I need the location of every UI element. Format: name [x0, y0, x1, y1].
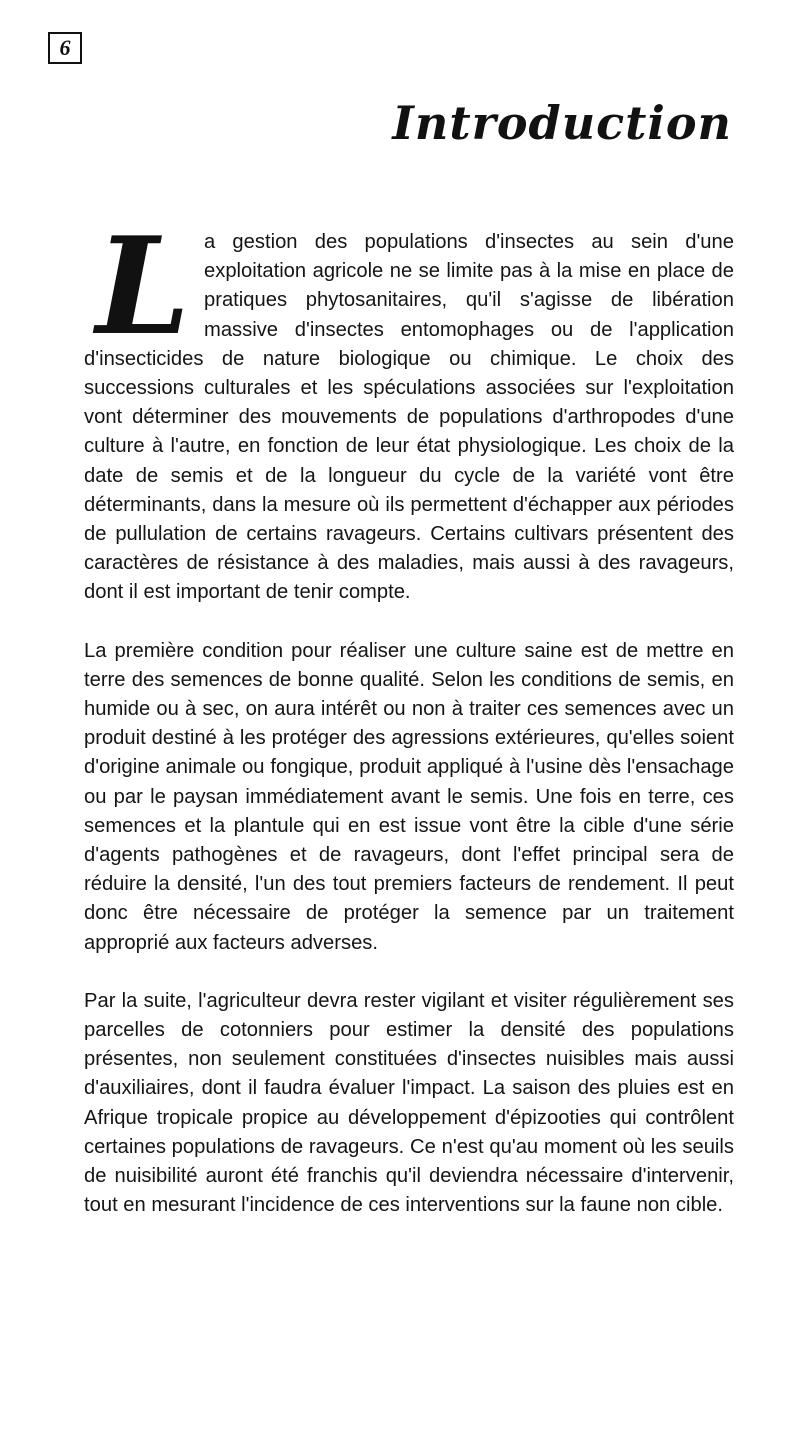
drop-cap-initial: L	[95, 207, 191, 365]
chapter-title: Introduction	[392, 96, 732, 150]
paragraph-2: La première condition pour réaliser une culture saine est de mettre en terre des semences de bonne qualité. Selon les conditions de semis, en humide ou à sec, on aura intérêt ou non à traiter ces semences avec un produit destiné à les protéger des agressions extérieures, qu'elles soient d'origine animale ou fongique, produit appliqué à l'usine dès l'ensachage ou par le paysan immédiatement avant le semis. Une fois en terre, ces semences et la plantule qui en est issue vont être la cible d'une série d'agents pathogènes et de ravageurs, dont l'effet principal sera de réduire la densité, l'un des tout premiers facteurs de rendement. Il peut donc être nécessaire de protéger la semence par un traitement approprié aux facteurs adverses.	[84, 639, 734, 954]
paragraph-1	[84, 207, 734, 608]
paragraph-1-text: a gestion des populations d'insectes au sein d'une exploitation agricole ne se limite pas à la mise en place de pratiques phytosanitaires, qu'il s'agisse de libération massive d'insectes entomophages ou de l'application d'insecticides de nature biologique ou chimique. Le choix des successions culturales et les spéculations associées sur l'exploitation vont déterminer des mouvements de populations d'arthropodes d'une culture à l'autre, en fonction de leur état physiologique. Les choix de la date de semis et de la longueur du cycle de la variété vont être déterminants, dans la mesure où ils permettent d'échapper aux périodes de pullulation de certains ravageurs. Certains cultivars présentent des caractères de résistance à des maladies, mais aussi à des ravageurs, dont il est important de tenir compte.	[84, 231, 734, 604]
page-number: 6	[48, 32, 82, 64]
paragraph-3: Par la suite, l'agriculteur devra rester vigilant et visiter régulièrement ses parcelles de cotonniers pour estimer la densité des populations présentes, non seulement constituées d'insectes nuisibles mais aussi d'auxiliaires, dont il faudra évaluer l'impact. La saison des pluies est en Afrique tropicale propice au développement d'épizooties qui contrôlent certaines populations de ravageurs. Ce n'est qu'au moment où les seuils de nuisibilité auront été franchis qu'il deviendra nécessaire d'intervenir, tout en mesurant l'incidence de ces interventions sur la faune non cible.	[84, 989, 734, 1217]
body-text	[84, 207, 734, 1221]
